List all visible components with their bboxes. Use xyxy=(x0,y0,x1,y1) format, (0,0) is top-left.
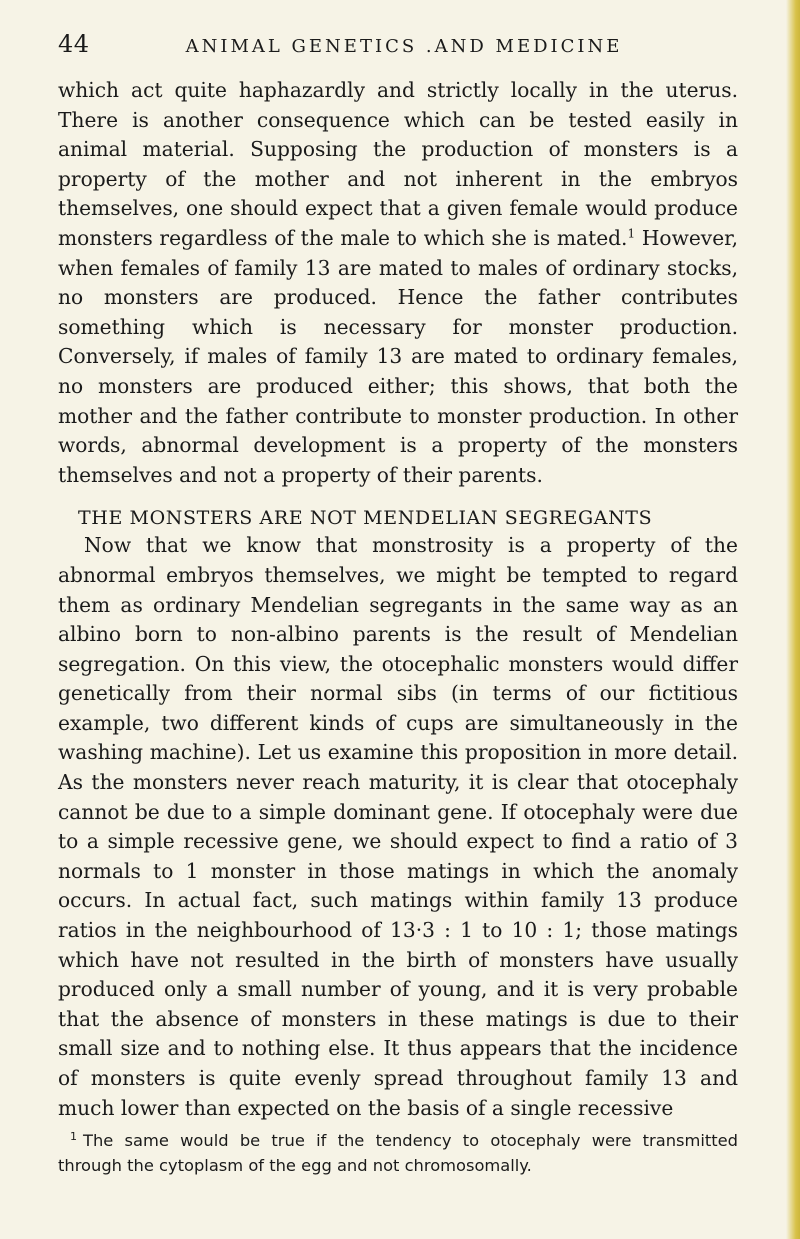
body-paragraph-2: Now that we know that monstrosity is a property of the abnormal embryos themselves, we might be tempted to regard them as ordinary Mendelian segregants in the same way as an albino born to non-albino parents is the result of Mendelian segregation. On this view, the otocephalic monsters would differ genetically from their normal sibs (in terms of our fictitious example, two different kinds of cups are simultaneously in the washing machine). Let us examine this proposition in more detail. As the monsters never reach maturity, it is clear that otocephaly cannot be due to a simple dominant gene. If otocephaly were due to a simple recessive gene, we should expect to find a ratio of 3 normals to 1 monster in those matings in which the anomaly occurs. In actual fact, such matings within family 13 produce ratios in the neighbourhood of 13·3 : 1 to 10 : 1; those matings which have not resulted in the birth of monsters have usually produced only a small number of young, and it is very probable that the absence of monsters in these matings is due to their small size and to nothing else. It thus appears that the incidence of monsters is quite evenly spread throughout family 13 and much lower than expected on the basis of a single recessive xyxy=(58,533,738,1120)
paragraph-1-text: which act quite haphazardly and strictly locally in the uterus. There is another consequence which can be tested easily in animal material. Supposing the production of monsters is a property of the mother and not inherent in the embryos themselves, one should expect that a given female would produce monsters regardless of the male to which she is mated. xyxy=(58,78,738,250)
book-page xyxy=(58,30,738,1178)
body-paragraph-1 xyxy=(58,76,738,490)
section-heading: THE MONSTERS ARE NOT MENDELIAN SEGREGANTS xyxy=(78,507,653,530)
footnote-marker: 1 xyxy=(70,1129,77,1143)
footnote-reference: 1 xyxy=(627,226,636,241)
running-head xyxy=(58,30,738,70)
running-title: ANIMAL GENETICS .AND MEDICINE xyxy=(185,36,623,57)
footnote-text: The same would be true if the tendency to otocephaly were transmitted through the cytoplasm of the egg and not chromosomally. xyxy=(58,1131,738,1176)
paragraph-1-continuation: However, when females of family 13 are mated to males of ordinary stocks, no monsters are produced. Hence the father contributes something which is necessary for monster production. Conversely, if males of family 13 are mated to ordinary females, no monsters are produced either; this shows, that both the mother and the father contribute to monster production. In other words, abnormal development is a property of the monsters themselves and not a property of their parents. xyxy=(58,225,739,487)
page-number: 44 xyxy=(58,30,90,58)
footnote xyxy=(58,1128,738,1178)
page-edge-tint xyxy=(786,0,800,1239)
